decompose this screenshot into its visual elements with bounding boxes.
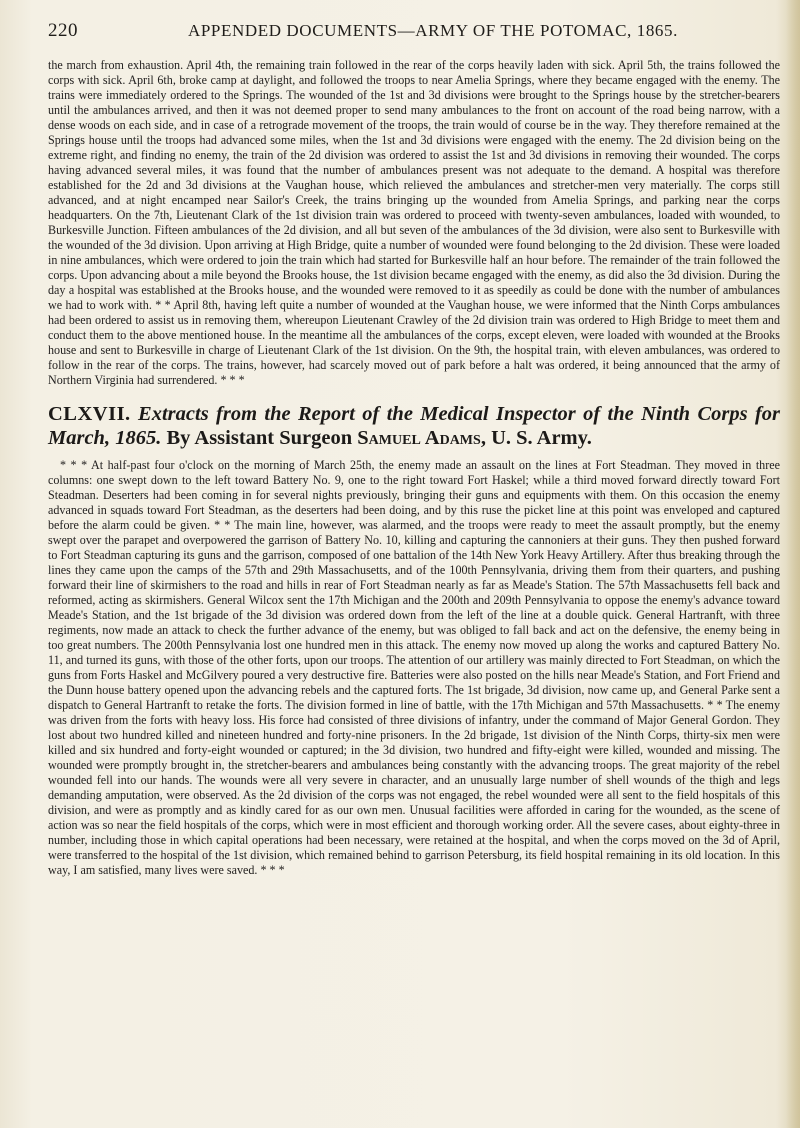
section-number: CLXVII. <box>48 403 131 425</box>
paragraph-march-account: the march from exhaustion. April 4th, the remaining train followed in the rear of the corps heavily laden with sick. April 5th, the trains followed the corps with sick. April 6th, broke camp at daylight, and followed the troops to near Amelia Springs, where they became engaged with the enemy. The trains were immediately ordered to the Springs. The wounded of the 1st and 3d divisions were brought to the Springs house by the stretcher-bearers until the ambulances arrived, and then it was not deemed proper to send many ambulances to the front on account of the road being narrow, with a dense woods on each side, and in case of a retrograde movement of the troops, the train would of course be in the way. They therefore remained at the Springs house until the troops had advanced some miles, when the 1st and 3d divisions were engaged with the enemy. The 2d division being on the extreme right, and finding no enemy, the train of the 2d division was ordered to assist the 1st and 3d divisions in removing their wounded. The corps having advanced several miles, it was found that the number of ambulances present was not adequate to the demand. A hospital was therefore established for the 2d and 3d divisions at the Vaughan house, which relieved the ambulances and stretcher-men very materially. The corps still advanced, and at night encamped near Sailor's Creek, the trains bringing up the wounded from Amelia Springs, and parking near the corps headquarters. On the 7th, Lieutenant Clark of the 1st division train was ordered to proceed with twenty-seven ambulances, loaded with wounded, to Burkesville Junction. Fifteen ambulances of the 2d division, and all but seven of the ambulances of the 3d division, were also sent to Burkesville with the wounded of the 3d division. Upon arriving at High Bridge, quite a number of wounded were found belonging to the 2d division. These were loaded in nine ambulances, which were ordered to join the train which had started for Burkesville half an hour before. The remainder of the train followed the corps. Upon advancing about a mile beyond the Brooks house, the 1st division became engaged with the enemy, as did also the 3d division. During the day a hospital was established at the Brooks house, and the wounded were removed to it as speedily as could be done with the number of ambulances we had to work with. * * April 8th, having left quite a number of wounded at the Vaughan house, we were informed that the Ninth Corps ambulances had been ordered to assist us in removing them, whereupon Lieutenant Crawley of the 2d division train was ordered to High Bridge to meet them and conduct them to the above mentioned house. In the meantime all the ambulances of the corps, except eleven, were loaded with wounded at the Brooks house and sent to Burkesville in charge of Lieutenant Clark of the 1st division. On the 9th, the hospital train, with eleven ambulances, was ordered to follow in the rear of the corps. The trains, however, had scarcely moved out of park before a halt was ordered, it being announced that the army of Northern Virginia had surrendered. * * * <box>48 58 780 387</box>
page-edge-shadow <box>786 0 800 1128</box>
running-title: APPENDED DOCUMENTS—ARMY OF THE POTOMAC, 1865. <box>188 21 678 40</box>
byline-suffix: , U. S. Army. <box>480 427 592 449</box>
section-title: Extracts from the Report of the Medical Inspector of the Ninth Corps for March, 1865. <box>48 403 781 449</box>
body-text <box>48 58 780 878</box>
byline-prefix: By Assistant Surgeon <box>166 427 353 449</box>
page-number: 220 <box>48 20 78 41</box>
author-name: Samuel Adams <box>357 427 481 449</box>
section-heading <box>48 402 780 450</box>
page-header <box>48 20 780 42</box>
paragraph-fort-steadman: * * * At half-past four o'clock on the morning of March 25th, the enemy made an assault on the lines at Fort Steadman. They moved in three columns: one swept down to the left toward Battery No. 9, one to the right toward Fort Haskel; while a third moved forward directly toward Fort Steadman. Deserters had been coming in for several nights previously, bringing their guns and equipments with them. On this occasion the enemy advanced in squads toward Fort Steadman, as the deserters had been doing, and by this ruse the picket line at this point was enveloped and captured before the alarm could be given. * * The main line, however, was alarmed, and the troops were ready to meet the assault promptly, but the enemy swept over the parapet and overpowered the garrison of Battery No. 10, killing and capturing the cannoniers at their guns. They then pushed forward to Fort Steadman capturing its guns and the garrison, composed of one battalion of the 14th New York Heavy Artillery. After thus breaking through the lines they came upon the camps of the 57th and 29th Massachusetts, and of the 100th Pennsylvania, driving them from their quarters, and pushing forward their line of skirmishers to the road and hills in rear of Fort Steadman nearly as far as Meade's Station. The 57th Massachusetts fell back and reformed, acting as skirmishers. General Wilcox sent the 17th Michigan and the 200th and 209th Pennsylvania to oppose the enemy's advance toward Meade's Station, and the 1st brigade of the 3d division was ordered down from the left of the line at a double quick. General Hartranft, with three regiments, now made an attack to check the further advance of the enemy, but was obliged to fall back and act on the defensive, the enemy being in too great numbers. The 200th Pennsylvania lost one hundred men in this attack. The enemy now moved up along the works and captured Battery No. 11, and turned its guns, with those of the other forts, upon our troops. The attention of our artillery was mainly directed to Fort Steadman, on which the guns from Forts Haskel and McGilvery poured a very destructive fire. Batteries were also posted on the hills near Meade's Station, and Fort Friend and the Dunn house battery opened upon the advancing rebels and the captured forts. The 1st brigade, 3d division, now came up, and General Parke sent a dispatch to General Hartranft to retake the forts. The division formed in line of battle, with the 17th Michigan and 57th Massachusetts. * * The enemy was driven from the forts with heavy loss. His force had consisted of three divisions of infantry, under the command of Major General Gordon. They lost about two hundred killed and nineteen hundred and forty-nine prisoners. In the 2d brigade, 1st division of the Ninth Corps, thirty-six men were killed and six hundred and forty-eight wounded or captured; in the 3d division, two hundred and fifty-eight were killed, wounded and missing. The wounded were promptly brought in, the stretcher-bearers and ambulances being constantly with the advancing troops. The great majority of the rebel wounded fell into our hands. The wounds were all very severe in character, and an unusually large number of shell wounds of the thigh and legs demanding amputation, were observed. As the 2d division of the corps was not engaged, the rebel wounded were all sent to the field hospitals of this division, and were as promptly and as kindly cared for as our own men. Unusual facilities were afforded in caring for the wounded, as the scene of action was so near the field hospitals of the corps, which were in most efficient and thorough working order. All the severe cases, about eighty-three in number, including those in which capital operations had been necessary, were retained at the hospital, and when the corps moved on the 3d of April, were transferred to the hospital of the 1st division, which remained behind to garrison Petersburg, its field hospital remaining in its old location. In this way, I am satisfied, many lives were saved. * * * <box>48 458 780 877</box>
